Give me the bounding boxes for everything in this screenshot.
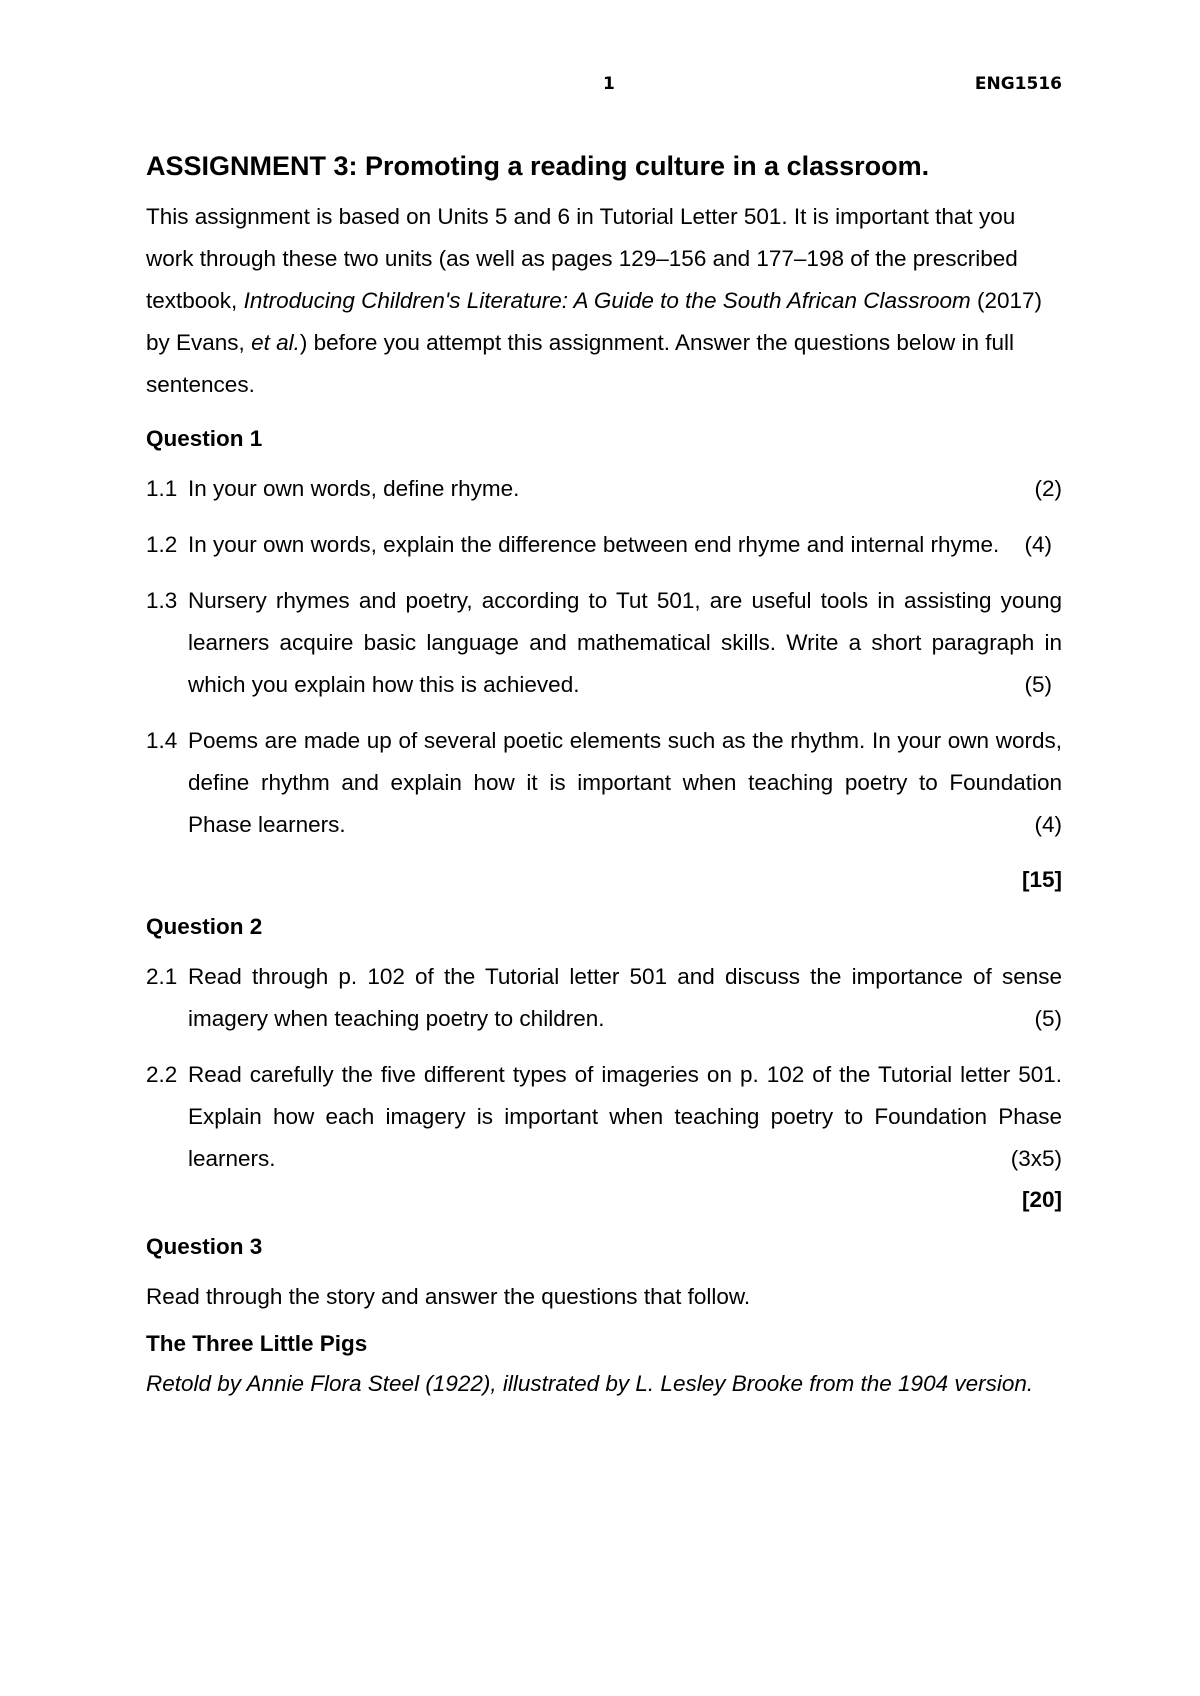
question-2-total: [20] [1021,1187,1062,1212]
item-text: Nursery rhymes and poetry, according to Tut 501, are useful tools in assisting young learners acquire basic language and mathematical skills. Write a short paragraph in which you explain how this is achieved. [188,588,1062,697]
question-3-heading: Question 3 [146,1234,263,1259]
course-code: ENG1516 [974,74,1062,94]
intro-text-2: (2017) by Evans, [146,288,1043,355]
item-number: 2.1 [146,964,178,989]
item-text: Read carefully the five different types of imageries on p. 102 of the Tutorial letter 501. Explain how each imagery is important when teaching poetry to Foundation Phase learners. [188,1062,1062,1171]
assignment-title: ASSIGNMENT 3: Promoting a reading culture in a classroom. [146,151,930,181]
item-marks: (4) [1034,812,1062,837]
item-marks: (2) [1034,476,1062,501]
item-number: 2.2 [146,1062,178,1087]
story-credit: Retold by Annie Flora Steel (1922), illustrated by L. Lesley Brooke from the 1904 version. [146,1371,1034,1396]
question-1-total: [15] [1021,867,1062,892]
intro-text-3: ) before you attempt this assignment. Answer the questions below in full sentences. [146,330,1014,397]
intro-text-1: This assignment is based on Units 5 and 6 in Tutorial Letter 501. It is important that you work through these two units (as well as pages 129–156 and 177–198 of the prescribed textbook, [146,204,1018,313]
page-number: 1 [603,74,615,94]
item-marks: (4) [1024,532,1052,557]
question-2-heading: Question 2 [146,914,263,939]
textbook-title: Introducing Children's Literature: A Guide to the South African Classroom [243,288,971,313]
question-1-2 [146,524,1062,566]
item-number: 1.4 [146,728,178,753]
question-1-3 [146,580,1062,706]
item-number: 1.2 [146,532,178,557]
document-body [146,148,1062,1400]
item-text: In your own words, explain the difference between end rhyme and internal rhyme. [188,532,1000,557]
item-text: Read through p. 102 of the Tutorial letter 501 and discuss the importance of sense imagery when teaching poetry to children. [188,964,1062,1031]
question-1-1 [146,468,1062,510]
item-marks: (5) [1024,672,1052,697]
story-title: The Three Little Pigs [146,1331,368,1356]
item-text: Poems are made up of several poetic elements such as the rhythm. In your own words, define rhythm and explain how it is important when teaching poetry to Foundation Phase learners. [188,728,1062,837]
item-text: In your own words, define rhyme. [188,476,520,501]
item-marks: (5) [1034,1006,1062,1031]
question-1-4 [146,720,1062,846]
et-al: et al. [251,330,300,355]
intro-paragraph [146,196,1062,406]
item-number: 1.3 [146,588,178,613]
page-header [0,74,1200,104]
question-2-1 [146,956,1062,1040]
item-marks: (3x5) [1010,1146,1062,1171]
question-1-heading: Question 1 [146,426,263,451]
question-3-instruction: Read through the story and answer the questions that follow. [146,1284,751,1309]
item-number: 1.1 [146,476,178,501]
question-2-2 [146,1054,1062,1180]
